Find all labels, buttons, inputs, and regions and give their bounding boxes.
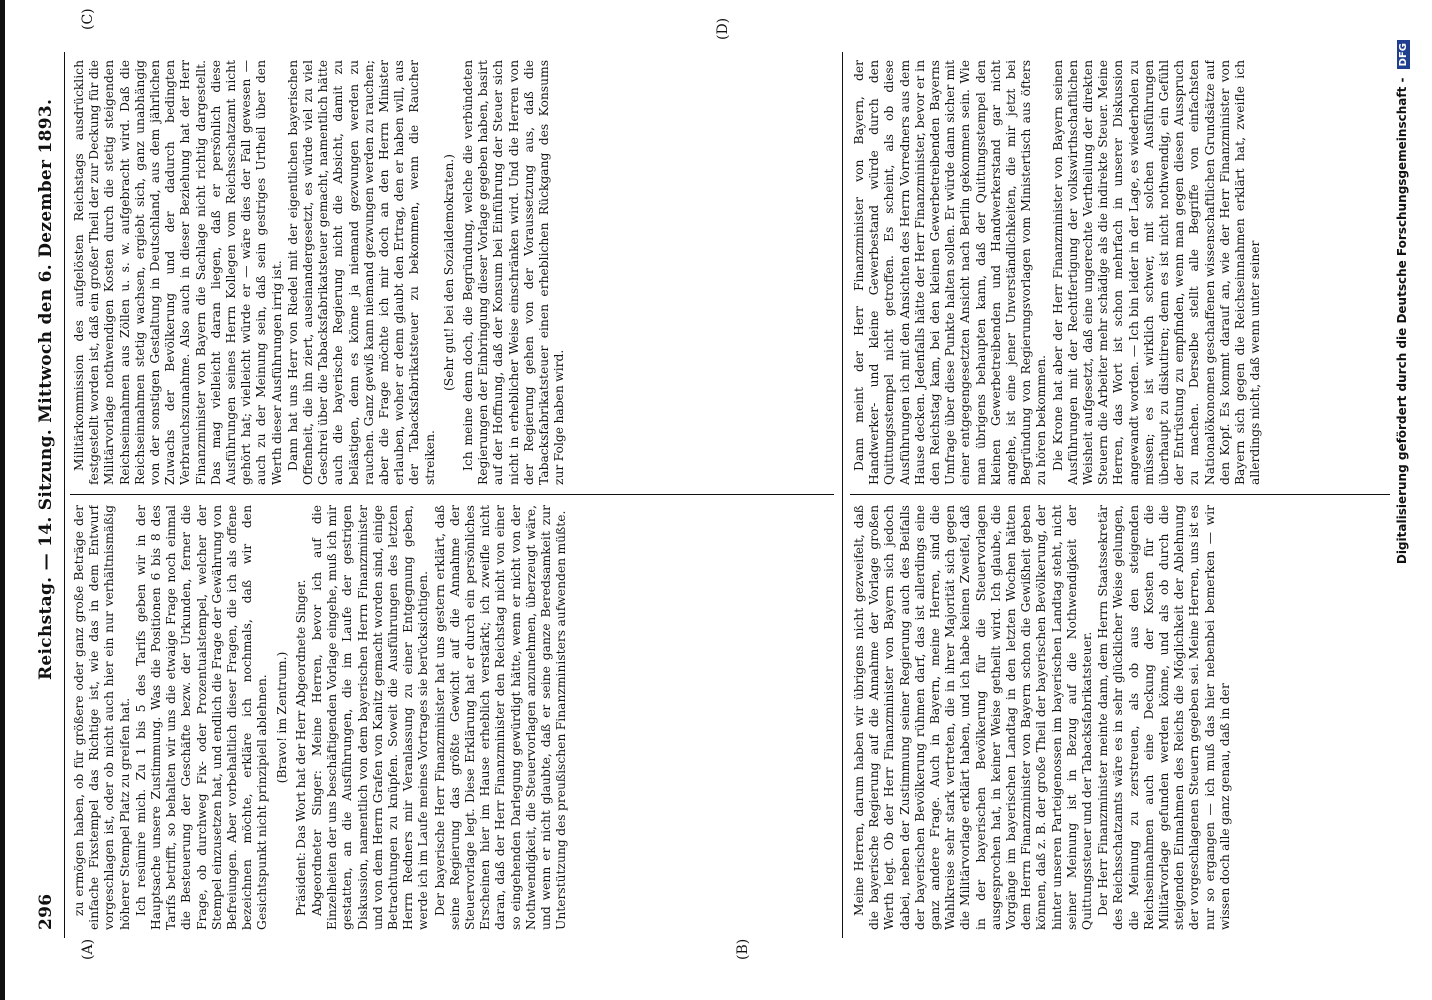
margin-marker-d: (D) <box>715 17 731 40</box>
applause-note: (Sehr gut! bei den Sozialdemokraten.) <box>441 154 456 391</box>
margin-marker-c: (C) <box>80 8 96 30</box>
paragraph: Der Herr Finanzminister meinte dann, dem Herrn Staatssekretär des Reichsschatzamts wäre es in sehr glücklicher Weise gelungen, die Meinung zu zerstreuen, als ob aus den steigenden Reichseinnahmen auch eine Deckung der Kosten für die Militärvorlage gefunden werden könne, und als ob durch die steigenden Einnahmen des Reichs die Möglichkeit der Ablehnung der vorgeschlagenen Steuern gegeben sei. Meine Herren, uns ist es nur so ergangen — ich muß das hier nebenbei bemerken — wir wissen doch alle ganz genau, daß in der <box>1096 505 1232 930</box>
column-right-bottom <box>852 60 1392 485</box>
paragraph: Ich meine denn doch, die Begründung, welche die verbündeten Regierungen der Einbringung dieser Vorlage gegeben haben, basirt auf der Hoffnung, daß der Konsum bei Einführung der Steuer sich nicht in erheblicher Weise einschränken wird. Und die Herren von der Regierung gehen von der Voraussetzung aus, daß die Tabacksfabrikatsteuer einen erheblichen Rückgang des Konsums zur Folge haben wird. <box>461 60 567 485</box>
paragraph: Der bayerische Herr Finanzminister hat uns gestern erklärt, daß seine Regierung das größte Gewicht auf die Annahme der Steuervorlage legt. Diese Erklärung hat er durch ein persönliches Erscheinen hier im Hause erheblich verstärkt; ich zweifle nicht daran, daß der Herr Finanzminister den Reichstag nicht von einer so eingehenden Darlegung gewürdigt hätte, wenn er nicht von der Nothwendigkeit, die Steuervorlagen anzunehmen, überzeugt wäre, und wenn er nicht glaubte, daß er seine ganze Beredsamkeit zur Unterstützung des preußischen Finanzministers aufwenden müßte. <box>432 505 569 930</box>
dfg-logo: DFG <box>1397 40 1410 69</box>
paragraph: Dann hat uns Herr von Riedel mit der eigentlichen bayerischen Offenheit, die ihn ziert, auseinandergesetzt, es würde viel zu viel Geschrei über die Tabacksfabrikatsteuer gemacht, namentlich hätte auch die bayerische Regierung nicht die Absicht, damit zu belästigen, denn es könne ja niemand gezwungen werden zu rauchen. Ganz gewiß kann niemand gezwungen werden zu rauchen; aber die Frage möchte ich mir doch an den Herrn Minister erlauben, woher er denn glaubt den Ertrag, den er haben will, aus der Tabacksfabrikatsteuer zu bekommen, wenn die Raucher streiken. <box>285 60 437 485</box>
paragraph: Meine Herren, darum haben wir übrigens nicht gezweifelt, daß die bayerische Regierung auf die Annahme der Vorlage großen Werth legt. Ob der Herr Finanzminister von Bayern sich jedoch dabei, neben der Zustimmung seiner Regierung auch des Beifalls der bayerischen Bevölkerung rühmen darf, das ist allerdings eine ganz andere Frage. Auch in Bayern, meine Herren, sind die Wahlkreise sehr stark vertreten, die in ihrer Majorität sich gegen die Militärvorlage erklärt haben, und ich habe keinen Zweifel, daß in der bayerischen Bevölkerung für die Steuervorlagen ausgesprochen hat, in keiner Weise getheilt wird. Ich glaube, die Vorgänge im bayerischen Landtag in den letzten Wochen hätten dem Herrn Finanzminister von Bayern schon die Gewißheit geben können, daß z. B. der große Theil der bayerischen Bevölkerung, der hinter unseren Parteigenossen im bayerischen Landtag steht, nicht seiner Meinung ist in Bezug auf die Nothwendigkeit der Quittungssteuer und der Tabacksfabrikatsteuer. <box>852 505 1095 930</box>
page-number: 296 <box>36 893 56 930</box>
column-divider <box>70 494 834 495</box>
applause-note: (Bravo! im Zentrum.) <box>274 651 289 784</box>
column-left-top <box>72 505 832 930</box>
paragraph: Die Krone hat aber der Herr Finanzminister von Bayern seinen Ausführungen mit der Rechtfertigung der volkswirthschaftlichen Weisheit aufgesetzt, daß eine ungerechte Vertheilung der direkten Steuern die Arbeiter mehr schädige als die indirekte Steuer. Meine Herren, das Wort ist schon mehrfach in unserer Diskussion angewandt worden. — Ich bin leider in der Lage, es wiederholen zu müssen; es ist wirklich schwer, mit solchen Ausführungen überhaupt zu diskutiren; denn es ist nicht nothwendig, ein Gefühl der Entrüstung zu empfinden, wenn man gegen diesen Ausspruch zu machen. Derselbe stellt alle Begriffe von einfachsten Nationalökonomen geschaffenen wissenschaftlichen Grundsätze auf den Kopf. Es kommt darauf an, wie der Herr Finanzminister von Bayern sich gegen die Reichseinnahmen erklärt hat, zweifle ich allerdings nicht, daß wenn unter seiner <box>1050 60 1263 485</box>
digitization-credit <box>1395 40 1425 940</box>
column-divider <box>850 494 1390 495</box>
running-title: Reichstag. — 14. Sitzung. Mittwoch den 6. Dezember 1893. <box>36 98 56 680</box>
page-edge <box>0 0 5 1000</box>
paragraph: Abgeordneter Singer: Meine Herren, bevor ich auf die Einzelheiten der uns beschäftigenden Vorlage eingehe, muß ich mir gestatten, an die Ausführungen, die im Laufe der gestrigen Diskussion, namentlich von dem bayerischen Herrn Finanzminister und von dem Herrn Grafen von Kanitz gemacht worden sind, einige Betrachtungen zu knüpfen. Soweit die Ausführungen des letzten Herrn Redners mir Veranlassung zu einer Entgegnung geben, werde ich im Laufe meines Vortrages sie berücksichtigen. <box>310 505 431 930</box>
section-rule <box>842 52 843 938</box>
margin-marker-a: (A) <box>80 938 96 960</box>
paragraph: Dann meint der Herr Finanzminister von Bayern, der Handwerker- und kleine Gewerbestand würde durch den Quittungsstempel nicht getroffen. Es scheint, als ob diese Ausführungen ich mit den Ansichten des Herrn Vorredners aus dem Hause decken. Jedenfalls hätte der Herr Finanzminister, bevor er in den Reichstag kam, bei den kleinen Gewerbetreibenden Bayerns Umfrage über diese Punkte halten sollen. Er würde dann sicher mit einer entgegengesetzten Ansicht nach Berlin gekommen sein. Wie man übrigens behaupten kann, daß der Quittungsstempel den kleinen Gewerbetreibenden und Handwerkerstand gar nicht angehe, ist eine jener Unverständlichkeiten, die mir jetzt bei Begründung von Regierungsvorlagen vom Ministertisch aus öfters zu hören bekommen. <box>852 60 1049 485</box>
margin-marker-b: (B) <box>735 938 751 960</box>
running-header <box>36 50 62 930</box>
paragraph: Ich resümire mich. Zu 1 bis 5 des Tarifs geben wir in der Hauptsache unsere Zustimmung. Was die Positionen 6 bis 8 des Tarifs betrifft, so behalten wir uns die etwaige Frage noch einmal die Besteuerung der Geschäfte bezw. der Urkunden, ferner die Frage, ob durchweg Fix- oder Prozentualstempel, welcher der Stempel einzusetzen hat, und endlich die Frage der Gewährung von Befreiungen. Aber vorbehaltlich dieser Fragen, die ich als offene bezeichnen möchte, erkläre ich nochmals, daß wir den Gesichtspunkt nicht prinzipiell ablehnen. <box>133 505 270 930</box>
paragraph: zu ermögen haben, ob für größere oder ganz große Beträge der einfache Fixstempel das Richtige ist, wie das in dem Entwurf vorgeschlagen ist, oder ob nicht auch hier ein nur verhältnismäßig höherer Stempel Platz zu greifen hat. <box>72 505 132 930</box>
credit-text: Digitalisierung gefördert durch die Deutsche Forschungsgemeinschaft - <box>1395 77 1409 565</box>
speaker-line: Präsident: Das Wort hat der Herr Abgeordnete Singer. <box>293 579 308 916</box>
paragraph: Militärkommission des aufgelösten Reichstags ausdrücklich festgestellt worden ist, daß ein großer Theil der zur Deckung für die Militärvorlage nothwendigen Kosten durch die stetig steigenden Reichseinnahmen aus Zöllen u. s. w. aufgebracht wird. Daß die Reichseinnahmen stetig wachsen, ergiebt sich, ganz unabhängig von der sonstigen Gestaltung in Deutschland, aus dem jährlichen Zuwachs der Bevölkerung und der dadurch bedingten Verbrauchszunahme. Also auch in dieser Beziehung hat der Herr Finanzminister von Bayern die Sachlage nicht richtig dargestellt. Das mag vielleicht daran liegen, daß er persönlich diese Ausführungen seines Herrn Kollegen vom Reichsschatzamt nicht gehört hat; vielleicht würde er — wäre dies der Fall gewesen — auch zu der Meinung sein, daß sein gestriges Urtheil über den Werth dieser Ausführungen irrig ist. <box>72 60 284 485</box>
column-right-top <box>72 60 832 485</box>
header-rule <box>64 52 65 938</box>
column-left-bottom <box>852 505 1392 930</box>
